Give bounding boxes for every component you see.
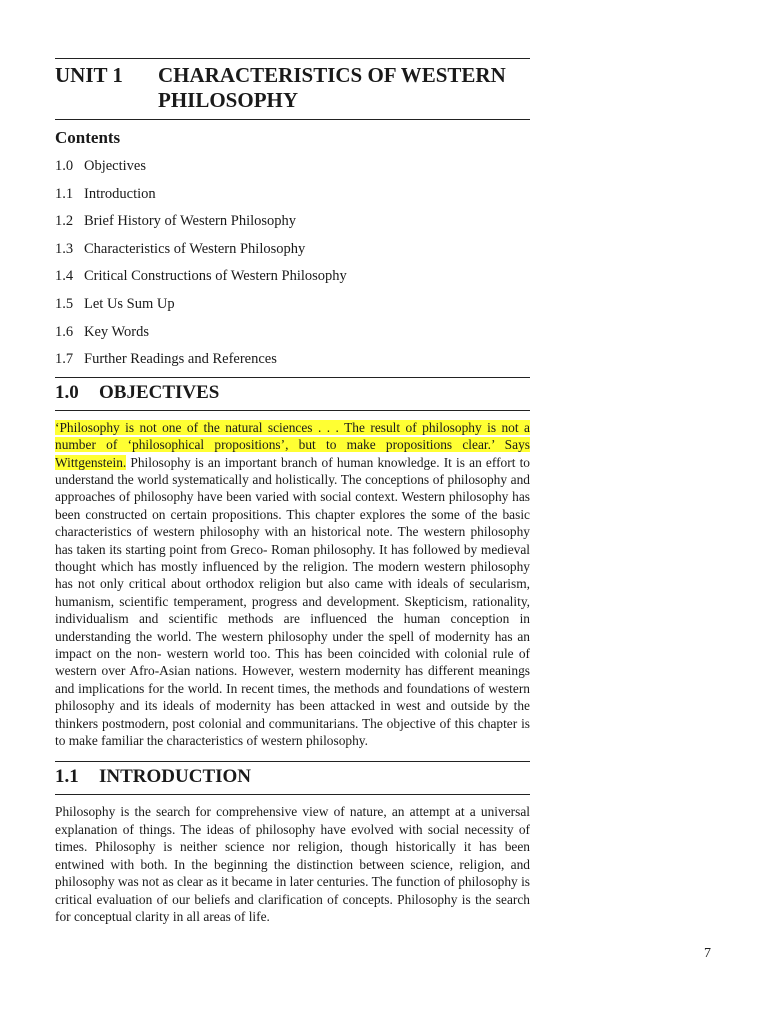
introduction-bottom-rule [55,794,530,795]
objectives-paragraph [55,419,530,750]
document-page [55,58,530,925]
unit-label: UNIT 1 [55,63,123,87]
toc-item: 1.2 Brief History of Western Philosophy [55,213,297,230]
page-number: 7 [704,946,711,961]
unit-heading [55,59,530,113]
toc-item: 1.1 Introduction [55,185,156,202]
introduction-heading: 1.1 INTRODUCTION [55,766,252,788]
unit-title [158,63,506,113]
toc-item: 1.4 Critical Constructions of Western Philosophy [55,268,347,285]
highlighted-quote: ‘Philosophy is not one of the natural sciences . . . The result of philosophy is not a number of ‘philosophical propositions’, but to make propositions clear.’ Says Wittgenstein. [55,419,530,470]
introduction-paragraph: Philosophy is the search for comprehensive view of nature, an attempt at a universal explanation of things. The ideas of philosophy have evolved with social necessity of times. Philosophy is neither science nor religion, though historically it has been entwined with both. In the beginning the distinction between science, religion, and philosophy was not as clear as it became in later centuries. The function of philosophy is critical evaluation of our beliefs and clarification of concepts. Philosophy is the search for conceptual clarity in all areas of life. [55,804,531,924]
toc-item: 1.0 Objectives [55,158,147,174]
contents-title: Contents [55,128,121,147]
objectives-heading: 1.0 OBJECTIVES [55,381,220,403]
toc-item: 1.6 Key Words [55,323,150,340]
unit-bottom-rule [55,119,530,120]
objectives-bottom-rule [55,410,530,411]
unit-title-line-1: CHARACTERISTICS OF WESTERN [158,63,506,87]
toc-item: 1.7 Further Readings and References [55,351,277,368]
toc-item: 1.5 Let Us Sum Up [55,295,175,312]
unit-title-line-2: PHILOSOPHY [158,88,299,112]
contents-list [55,156,530,377]
toc-item: 1.3 Characteristics of Western Philosophy [55,240,306,257]
objectives-text: Philosophy is an important branch of human knowledge. It is an effort to understand the world systematically and holistically. The conceptions of philosophy and approaches of philosophy have been varied with social context. Western philosophy has been constructed on certain propositions. This chapter explores the some of the basic characteristics of western philosophy with an historical note. The western philosophy has taken its starting point from Greco- Roman philosophy. It has followed by medieval thought which has mostly influenced by the religion. The modern western philosophy has not only critical about orthodox religion but also came with ideals of secularism, humanism, scientific temperament, progress and development. Skepticism, rationality, individualism and scientific methods are influenced the human conception in understanding the world. The western philosophy under the spell of modernity has an impact on the non- western world too. This has been coincided with colonial rule of western over Afro-Asian nations. However, western modernity has different meanings and implications for the world. In recent times, the methods and foundations of western philosophy and its ideals of modernity has been attacked in west and outside by the thinkers postmodern, post colonial and communitarians. The objective of this chapter is to make familiar the characteristics of western philosophy. [55,454,530,749]
